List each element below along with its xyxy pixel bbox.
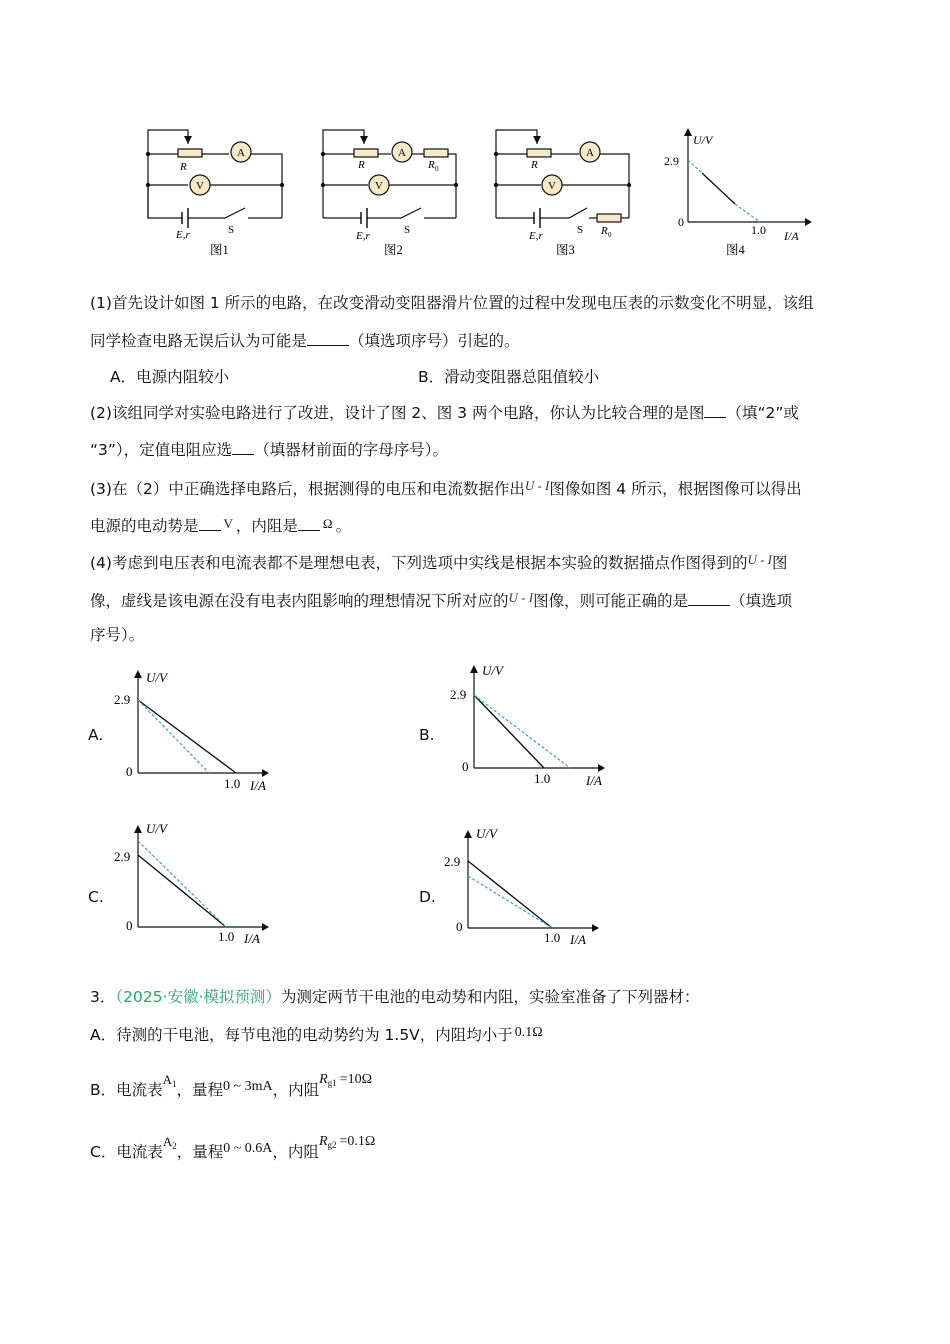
y-axis-label: U/V xyxy=(476,826,497,841)
switch-label: S xyxy=(404,224,411,236)
origin-label: 0 xyxy=(678,215,684,229)
ui-graph-figure-4 xyxy=(660,122,820,262)
y-tick-label: 2.9 xyxy=(450,687,467,702)
option-b-label: B. xyxy=(419,726,435,744)
ammeter-label: A xyxy=(586,147,594,159)
answer-blank xyxy=(704,403,726,418)
q3-line-2 xyxy=(90,514,351,536)
range-value: 0 ~ 0.6A xyxy=(223,1141,273,1156)
problem-number: 3． xyxy=(90,988,116,1006)
resistance-symbol: R xyxy=(319,1072,328,1087)
option-d-graph xyxy=(442,820,617,955)
q1-text: （填选项序号）引起的。 xyxy=(349,332,520,350)
answer-blank xyxy=(232,440,254,455)
ui-symbol: U - I xyxy=(524,478,550,493)
option-c-graph xyxy=(112,815,282,950)
q2-line-2 xyxy=(90,440,448,460)
q3-text: 图像如图 4 所示，根据图像可以得出 xyxy=(549,480,802,498)
voltmeter-label: V xyxy=(196,180,204,192)
q2-text: (2)该组同学对实验电路进行了改进，设计了图 2、图 3 两个电路，你认为比较合理的是图 xyxy=(90,404,705,422)
rheostat-label: R xyxy=(358,159,365,171)
item-text: C．电流表 xyxy=(90,1143,163,1161)
resistance-subscript: g1 xyxy=(327,1078,337,1088)
y-axis-label: U/V xyxy=(146,670,167,685)
x-axis-label: I/A xyxy=(570,932,586,947)
resistance-symbol: R xyxy=(318,1134,328,1149)
y-axis-label: U/V xyxy=(146,821,167,836)
option-c-label: C. xyxy=(88,888,104,906)
option-d-label: D. xyxy=(419,888,436,906)
resistor-r0-sub: 0 xyxy=(608,231,612,239)
resistance-value: =0.1Ω xyxy=(339,1134,376,1149)
y-axis-label: U/V xyxy=(693,133,713,147)
q3-text: 电源的电动势是 xyxy=(90,517,199,535)
origin-label: 0 xyxy=(462,759,469,774)
q1-line-1: (1)首先设计如图 1 所示的电路，在改变滑动变阻器滑片位置的过程中发现电压表的示数变化不明显，该组 xyxy=(90,294,814,312)
range-value: 0 ~ 3mA xyxy=(223,1079,273,1094)
q4-text: 图像，则可能正确的是 xyxy=(533,592,689,610)
q4-text: （填选项 xyxy=(730,592,793,610)
item-text: ，内阻 xyxy=(272,1143,319,1161)
figure-caption: 图4 xyxy=(726,243,745,257)
q1-text: 同学检查电路无误后认为可能是 xyxy=(90,332,308,350)
q2-text: （填器材前面的字母序号）。 xyxy=(254,441,448,459)
resistor-r0-label: R xyxy=(428,159,435,171)
figure-caption: 图3 xyxy=(556,243,575,257)
figure-caption: 图1 xyxy=(210,243,229,257)
q4-line-3: 序号）。 xyxy=(90,626,145,644)
resistor-r0-label: R xyxy=(601,225,608,237)
ammeter-label: A xyxy=(398,147,406,159)
rheostat-label: R xyxy=(531,159,538,171)
unit-volt: V xyxy=(223,516,233,531)
item-text: B．电流表 xyxy=(90,1081,163,1099)
answer-blank xyxy=(688,591,730,606)
x-axis-label: I/A xyxy=(250,778,266,793)
ui-symbol: U - I xyxy=(747,552,773,567)
y-tick-label: 2.9 xyxy=(664,154,679,168)
answer-blank xyxy=(298,516,320,531)
problem-3-item-a xyxy=(90,1023,543,1045)
rheostat-label: R xyxy=(180,161,187,173)
battery-label: E,r xyxy=(356,230,370,242)
q3-line-1 xyxy=(90,476,802,499)
item-value: 0.1Ω xyxy=(514,1025,543,1040)
resistance-value: =10Ω xyxy=(339,1072,373,1087)
item-text: ，量程 xyxy=(176,1143,224,1161)
problem-3-item-c xyxy=(90,1132,375,1162)
q1-option-b: B．滑动变阻器总阻值较小 xyxy=(418,368,600,386)
circuit-figure-1 xyxy=(140,122,290,262)
x-tick-label: 1.0 xyxy=(544,930,561,945)
q3-text: ，内阻是 xyxy=(235,517,298,535)
option-a-graph xyxy=(112,660,282,795)
problem-source: （2025·安徽·模拟预测） xyxy=(115,988,281,1006)
q4-text: 像，虚线是该电源在没有电表内阻影响的理想情况下所对应的 xyxy=(90,592,509,610)
q2-text: （填“2”或 xyxy=(726,404,799,422)
q4-text: 图 xyxy=(772,554,788,572)
ammeter-subscript: 1 xyxy=(172,1079,177,1089)
x-tick-label: 1.0 xyxy=(534,771,551,786)
voltmeter-label: V xyxy=(375,180,383,192)
q1-option-a: A．电源内阻较小 xyxy=(110,368,230,386)
resistance-subscript: g2 xyxy=(327,1140,337,1150)
figure-caption: 图2 xyxy=(384,243,403,257)
ammeter-symbol: A xyxy=(162,1072,173,1087)
x-axis-label: I/A xyxy=(784,229,799,243)
x-tick-label: 1.0 xyxy=(751,223,766,237)
y-tick-label: 2.9 xyxy=(114,849,131,864)
problem-3-heading xyxy=(90,987,699,1007)
y-axis-label: U/V xyxy=(482,663,503,678)
answer-blank xyxy=(307,331,349,346)
battery-label: E,r xyxy=(529,230,543,242)
q3-text: (3)在（2）中正确选择电路后，根据测得的电压和电流数据作出 xyxy=(90,480,525,498)
q2-line-1 xyxy=(90,403,799,423)
resistor-r0-sub: 0 xyxy=(435,165,439,173)
origin-label: 0 xyxy=(126,764,133,779)
x-axis-label: I/A xyxy=(586,773,602,788)
q3-text: 。 xyxy=(335,517,352,535)
voltmeter-label: V xyxy=(548,180,556,192)
x-axis-label: I/A xyxy=(244,931,260,946)
ammeter-subscript: 2 xyxy=(172,1141,177,1151)
option-a-label: A. xyxy=(88,726,104,744)
q4-line-1 xyxy=(90,550,788,573)
item-text: ，量程 xyxy=(176,1081,224,1099)
x-tick-label: 1.0 xyxy=(224,776,241,791)
problem-3-item-b xyxy=(90,1070,372,1100)
y-tick-label: 2.9 xyxy=(444,854,461,869)
option-b-graph xyxy=(448,655,623,790)
switch-label: S xyxy=(228,224,235,236)
q4-line-2 xyxy=(90,588,792,611)
circuit-figure-2 xyxy=(316,122,466,262)
origin-label: 0 xyxy=(456,919,463,934)
q1-line-2 xyxy=(90,331,520,351)
switch-label: S xyxy=(577,224,584,236)
answer-blank xyxy=(199,516,221,531)
unit-ohm: Ω xyxy=(322,516,333,531)
ui-symbol: U - I xyxy=(508,590,534,605)
q4-text: (4)考虑到电压表和电流表都不是理想电表，下列选项中实线是根据本实验的数据描点作图得到的 xyxy=(90,554,748,572)
problem-intro: 为测定两节干电池的电动势和内阻，实验室准备了下列器材： xyxy=(280,988,700,1006)
battery-label: E,r xyxy=(176,229,190,241)
item-text: A．待测的干电池，每节电池的电动势约为 1.5V，内阻均小于 xyxy=(90,1026,513,1044)
item-text: ，内阻 xyxy=(272,1081,320,1099)
ammeter-symbol: A xyxy=(162,1134,173,1149)
x-tick-label: 1.0 xyxy=(218,929,235,944)
ammeter-label: A xyxy=(237,147,245,159)
origin-label: 0 xyxy=(126,918,133,933)
q2-text: “3”），定值电阻应选 xyxy=(90,441,233,459)
y-tick-label: 2.9 xyxy=(114,692,131,707)
circuit-figure-3 xyxy=(489,122,639,262)
